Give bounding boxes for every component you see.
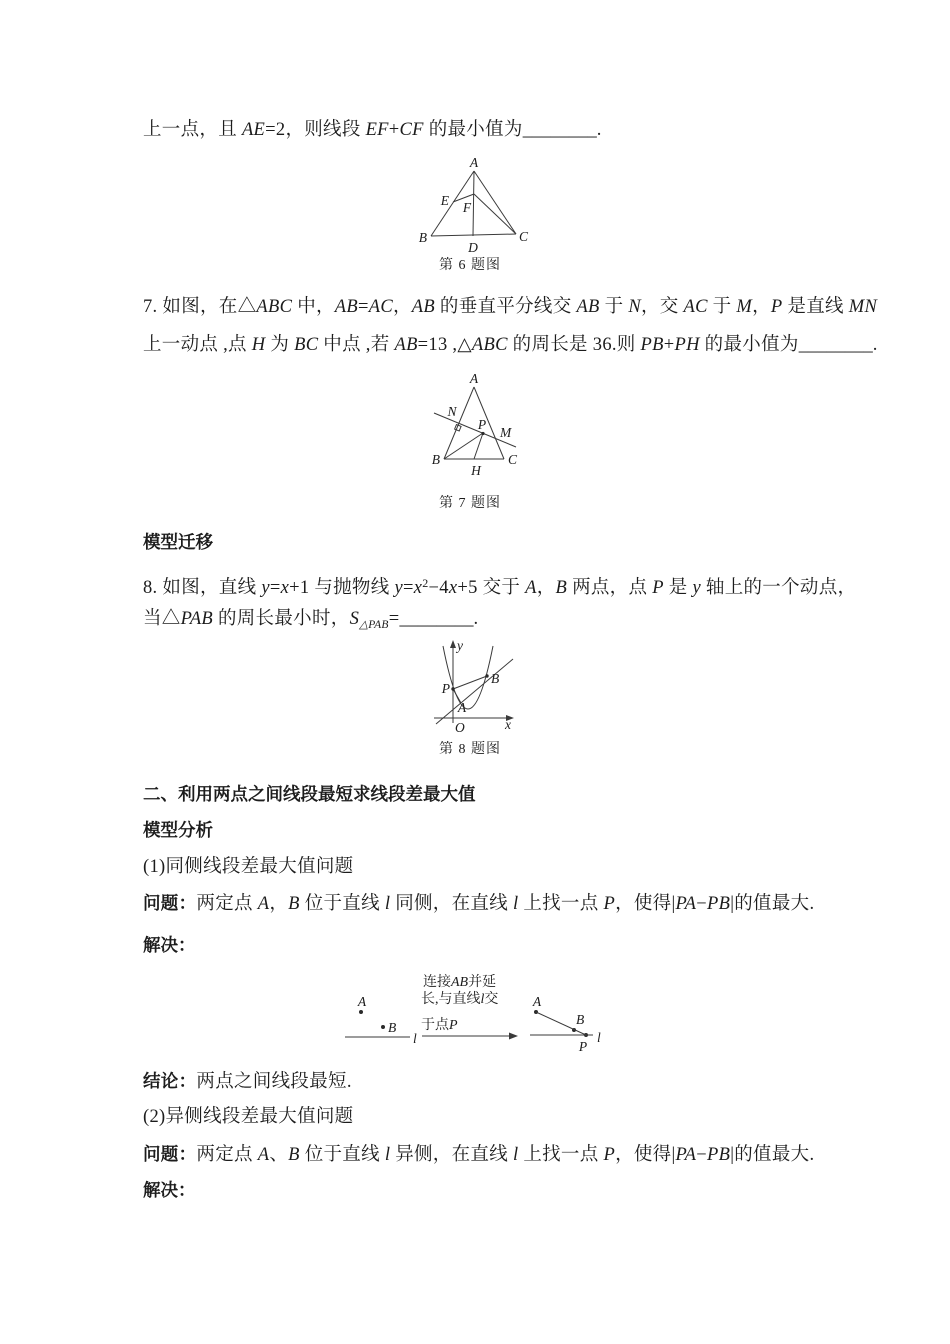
arrow-note-line2: 长,与直线l交 bbox=[421, 992, 499, 1007]
figure-problem8-parabola bbox=[425, 636, 520, 736]
fig7-triangle-edges bbox=[434, 387, 516, 459]
fig7-label-P: P bbox=[477, 417, 487, 432]
figure6-caption: 第 6 题图 bbox=[439, 258, 501, 273]
problem7-line1: 7. 如图，在△ABC 中，AB=AC，AB 的垂直平分线交 AB 于 N，交 AC 于 M，P 是直线 MN bbox=[143, 297, 878, 317]
fig8-label-O: O bbox=[455, 720, 465, 735]
fig8-label-A: A bbox=[457, 700, 467, 715]
model-transfer-heading: 模型迁移 bbox=[143, 532, 213, 552]
fig8-label-B: B bbox=[491, 671, 500, 686]
conclusion-line: 结论：两点之间线段最短. bbox=[143, 1071, 352, 1092]
fig7-label-B: B bbox=[431, 452, 440, 467]
solution-left-figure bbox=[345, 1010, 410, 1037]
solution-right-label-A: A bbox=[532, 994, 542, 1009]
case1-title: (1)同侧线段差最大值问题 bbox=[143, 857, 354, 877]
problem6-continuation-line: 上一点，且 AE=2，则线段 EF+CF 的最小值为________. bbox=[143, 120, 602, 140]
problem8-line2: 当△PAB 的周长最小时，$S_{\triangle PAB}=\_\_\_\_\_\_\_\_$. bbox=[143, 609, 479, 631]
solution-right-label-l: l bbox=[597, 1030, 601, 1045]
model-analysis-heading: 模型分析 bbox=[143, 820, 213, 840]
solution-right-label-B: B bbox=[576, 1012, 585, 1027]
fig6-label-E: E bbox=[440, 193, 449, 208]
problem8-line1: 8. 如图，直线 y=x+1 与抛物线 $y=x^2-4x+5$ 交于 A，B 两点，点 P 是 y 轴上的一个动点， bbox=[143, 576, 857, 598]
fig7-label-A: A bbox=[469, 371, 479, 386]
case2-problem: 问题：两定点 A、B 位于直线 l 异侧，在直线 l 上找一点 P，使得|PA−PB|的值最大. bbox=[143, 1144, 815, 1165]
solution-left-label-A: A bbox=[357, 994, 367, 1009]
solution-left-label-l: l bbox=[413, 1031, 417, 1046]
case1-problem: 问题：两定点 A，B 位于直线 l 同侧，在直线 l 上找一点 P，使得|PA−PB|的值最大. bbox=[143, 893, 815, 914]
case1-solve-label: 解决： bbox=[143, 935, 196, 955]
fig8-label-P: P bbox=[441, 681, 450, 696]
solution-left-label-B: B bbox=[388, 1020, 397, 1035]
fig7-label-C: C bbox=[508, 452, 518, 467]
fig6-label-F: F bbox=[462, 200, 472, 215]
case2-title: (2)异侧线段差最大值问题 bbox=[143, 1107, 354, 1127]
arrow-note-line3: 于点P bbox=[421, 1018, 458, 1033]
fig6-label-A: A bbox=[469, 155, 479, 170]
fig8-label-y: y bbox=[457, 638, 463, 653]
arrow-note-line1: 连接AB并延 bbox=[423, 975, 497, 990]
section2-heading: 二、利用两点之间线段最短求线段差最大值 bbox=[143, 784, 476, 804]
fig6-label-D: D bbox=[468, 240, 478, 255]
fig8-label-x: x bbox=[505, 717, 511, 732]
problem7-line2: 上一动点 ,点 H 为 BC 中点 ,若 AB=13 ,△ABC 的周长是 36.则 PB+PH 的最小值为________. bbox=[143, 335, 878, 355]
solution-right-label-P: P bbox=[578, 1039, 588, 1054]
figure8-caption: 第 8 题图 bbox=[439, 742, 501, 757]
fig6-label-B: B bbox=[418, 230, 427, 245]
fig7-label-H: H bbox=[471, 463, 481, 478]
case2-solve-label: 解决： bbox=[143, 1180, 196, 1200]
fig6-label-C: C bbox=[519, 229, 529, 244]
figure-problem7-triangle bbox=[425, 370, 525, 480]
fig7-label-N: N bbox=[447, 404, 457, 419]
fig7-label-M: M bbox=[500, 425, 512, 440]
figure-problem6-triangle bbox=[410, 150, 540, 260]
figure7-caption: 第 7 题图 bbox=[439, 496, 501, 511]
